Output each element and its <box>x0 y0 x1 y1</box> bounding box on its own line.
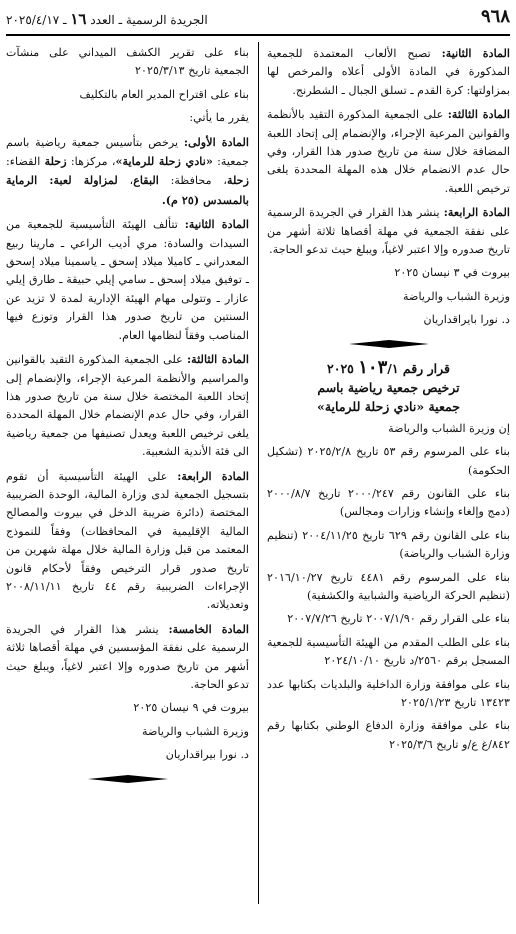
article-text: على الجمعية المذكورة التقيد بالقوانين والمراسيم والأنظمة المرعية الإجراء، والإنضمام إلى إتحاد اللعبة المختصة خلال سنة من تاريخ صدور هذا القرار، وفي حال عدم الإنضمام خلال المهلة المحددة يلغى ترخيص اللعبة ويعدل تصنيفها من جمعية رياضية الى فئة الأندية الشعبية. <box>6 353 249 459</box>
article-text: تتألف الهيئة التأسيسية للجمعية من السيدات والسادة: مري أديب الراعي ـ مارينا ربيع المعدراني ـ كاميلا ميلاد إسحق ـ ياسمينا ميلاد إسحق ـ توفيق ميلاد إسحق ـ سامي إيلي حبيقة ـ طارق إيلي عازار ـ وتتولى مهام الهيئة الإدارية لمدة لا تزيد عن السنتين من تاريخ صدور هذا القرار وتوزع فيها المناصب وفقاً لنظامها العام. <box>6 218 249 342</box>
article-label: المادة الثالثة: <box>447 107 510 122</box>
article-text: يرخص بتأسيس جمعية رياضية باسم جمعية: <box>6 135 250 169</box>
recital-proposal: بناء على اقتراح المدير العام بالتكليف <box>79 87 249 101</box>
recital-field-report: بناء على تقرير الكشف الميداني على منشآت الجمعية تاريخ ٢٠٢٥/٣/١٣ <box>6 46 249 78</box>
signature-ministry: وزيرة الشباب والرياضة <box>403 289 510 303</box>
games-list: الرماية بالمسدس (٢٥ م). <box>6 173 249 207</box>
article-2-left <box>6 215 249 345</box>
page-number: ٩٦٨ <box>480 6 510 27</box>
article-label: المادة الخامسة: <box>168 621 249 636</box>
association-name: «نادي زحلة للرماية» <box>115 154 213 169</box>
section-ornament <box>349 340 429 348</box>
recitals-list <box>267 443 510 754</box>
article-label: المادة الأولى: <box>183 134 250 149</box>
recital-item: بناء على الطلب المقدم من الهيئة التأسيسية للجمعية المسجل برقم ٢٥٦٠/د تاريخ ٢٠٢٤/١٠/١٠ <box>267 635 510 668</box>
association-center: زحلة <box>44 154 67 169</box>
recital-item: بناء على موافقة وزارة الداخلية والبلديات بكتابها عدد ١٣٤٢٣ تاريخ ٢٠٢٥/١/٢٣ <box>267 677 510 709</box>
article-text: ، محافظة: <box>158 174 227 188</box>
decision-subject: ترخيص جمعية رياضية باسم <box>317 379 460 395</box>
association-governorate: البقاع <box>133 173 159 188</box>
article-text: ينشر هذا القرار في الجريدة الرسمية على نفقة الجمعية في مهلة أقصاها ثلاثة أشهر من تاريخ صدوره وإلا اعتبر لاغياً، ويبلغ حيث تدعو الحاجة. <box>267 206 510 257</box>
signature-name: د. نورا بايراقداريان <box>423 313 510 327</box>
article-text: القضاء: <box>6 155 45 169</box>
signature-date: بيروت في ٩ نيسان ٢٠٢٥ <box>133 701 249 715</box>
article-2-right <box>267 44 510 100</box>
recital-item: بناء على القرار رقم ٢٠٠٧/١/٩٠ تاريخ ٢٠٠٧/٧/٢٦ <box>287 612 510 626</box>
page-header <box>6 6 510 32</box>
association-district: زحلة <box>226 173 250 188</box>
column-divider <box>258 42 259 904</box>
signature-ministry: وزيرة الشباب والرياضة <box>142 724 249 738</box>
article-text: تصبح الألعاب المعتمدة للجمعية المذكورة في المادة الأولى أعلاه والمرخص لها بمزاولتها: كرة القدم ـ تسلق الجبال ـ الشطرنج. <box>267 47 510 97</box>
recital-item: بناء على المرسوم رقم ٤٤٨١ تاريخ ٢٠١٦/١٠/٢٧ (تنظيم الحركة الرياضية والشبابية والكشفية) <box>267 570 511 602</box>
issue-number: ١٦ <box>70 10 87 28</box>
journal-name: الجريدة الرسمية ـ العدد <box>90 13 208 27</box>
article-text: على الهيئة التأسيسية أن تقوم بتسجيل الجمعية لدى وزارة المالية، الوحدة الضريبية المختصة (دائرة ضريبة الدخل في بيروت والمصالح المالية الإقليمية في المحافظات) وفقاً للنموذج المعتمد من قبل وزارة المالية خلال مهلة شهرين من تاريخ صدور قرار الترخيص وفقاً لأحكام قانون الإجراءات الضريبية رقم ٤٤ تاريخ ٢٠٠٨/١١/١١ وتعديلاته. <box>6 469 249 612</box>
decision-number: ١٠٣ <box>358 356 388 378</box>
article-1-left <box>6 133 249 211</box>
decision-prefix: قرار رقم <box>402 360 450 376</box>
article-text: على الجمعية المذكورة التقيد بالأنظمة والقوانين المرعية الإجراء، والإنضمام إلى إتحاد اللعبة المضافة خلال سنة من تاريخ صدور هذا القرار، وفي حال عدم الانضمام خلال هذه المهلة المحددة يلغى ترخيص اللعبة. <box>267 108 510 195</box>
article-label: المادة الثانية: <box>184 217 249 232</box>
article-label: المادة الثانية: <box>441 46 510 60</box>
article-text: ، <box>117 174 134 188</box>
left-column <box>6 44 249 793</box>
header-rule <box>6 34 510 36</box>
games-label: لمزاولة لعبة: <box>49 173 118 188</box>
article-4-right <box>267 203 510 259</box>
article-5-left <box>6 620 249 695</box>
recital-item: بناء على المرسوم رقم ٥٣ تاريخ ٢٠٢٥/٢/٨ (تشكيل الحكومة) <box>267 445 510 477</box>
article-label: المادة الثالثة: <box>187 352 249 367</box>
article-text: ينشر هذا القرار في الجريدة الرسمية على نفقة المؤسسين في مهلة أقصاها ثلاثة أشهر من تاريخ صدوره وإلا اعتبر لاغياً، ويبلغ حيث تدعو الحاجة. <box>6 622 249 691</box>
recital-item: بناء على القانون رقم ٦٢٩ تاريخ ٢٠٠٤/١١/٢٥ (تنظيم وزارة الشباب والرياضة) <box>267 528 510 561</box>
issue-date: ـ ٢٠٢٥/٤/١٧ <box>6 13 67 27</box>
decision-year: /١ ٢٠٢٥ <box>327 360 399 376</box>
recital-item: بناء على القانون رقم ٢٠٠٠/٢٤٧ تاريخ ٢٠٠٠/٨/٧ (دمج وإلغاء وإنشاء وزارات ومجالس) <box>267 486 511 519</box>
journal-header <box>6 10 208 28</box>
association-name-title: جمعية «نادي زحلة للرماية» <box>317 398 460 414</box>
recital-item: بناء على موافقة وزارة الدفاع الوطني بكتابها رقم ٨٤٢/غ ع/و تاريخ ٢٠٢٥/٣/٦ <box>267 719 510 751</box>
article-label: المادة الرابعة: <box>177 468 250 483</box>
signature-name: د. نورا بيراقداريان <box>165 748 249 762</box>
section-ornament <box>88 775 168 783</box>
decision-title <box>267 358 510 416</box>
article-label: المادة الرابعة: <box>443 205 510 220</box>
article-text: ، مركزها: <box>66 155 116 169</box>
decides-line: يقرر ما يأتي: <box>189 111 249 125</box>
right-column <box>267 44 510 759</box>
article-3-left <box>6 350 249 461</box>
article-4-left <box>6 467 249 615</box>
signature-date: بيروت في ٣ نيسان ٢٠٢٥ <box>394 266 510 280</box>
article-3-right <box>267 105 510 198</box>
minister-intro: إن وزيرة الشباب والرياضة <box>388 421 510 435</box>
